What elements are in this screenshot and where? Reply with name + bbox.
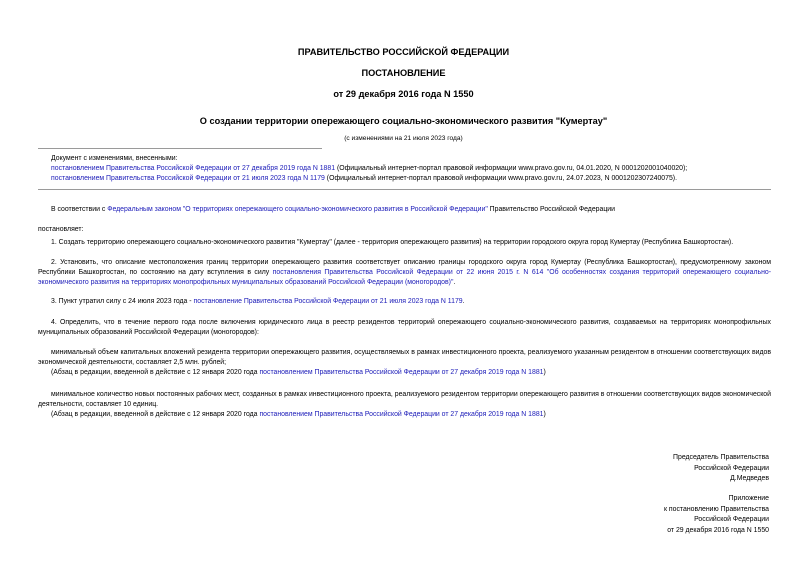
resolves-label: постановляет: [38, 226, 84, 233]
changes-link-1881[interactable]: постановлением Правительства Российской Федерации от 27 декабря 2019 года N 1881 [51, 165, 336, 172]
paragraph-1: 1. Создать территорию опережающего социально-экономического развития "Кумертау" (далее - территория опережающего развития) на территории городского округа город Кумертау (Республика Башкортостан). [51, 239, 734, 246]
edition-note-text: ) [543, 411, 546, 418]
signature-position: Председатель Правительства [673, 454, 769, 461]
document-type: ПОСТАНОВЛЕНИЕ [361, 68, 446, 78]
resolution-1179-link[interactable]: постановление Правительства Российской Федерации от 21 июля 2023 года N 1179 [193, 298, 463, 305]
paragraph-4b: минимальное количество новых постоянных рабочих мест, созданных в рамках инвестиционного проекта, реализуемого резидентом территории опережающего развития в отношении соответствующих видов экономической деятельности, составляет 10 единиц. [38, 391, 771, 408]
changes-item-text: (Официальный интернет-портал правовой информации www.pravo.gov.ru, 24.07.2023, N 0001202307240075). [324, 175, 677, 182]
appendix-line: от 29 декабря 2016 года N 1550 [667, 526, 769, 534]
appendix-line: к постановлению Правительства [663, 505, 769, 513]
paragraph-2-text: 2. Установить, что описание местоположения границ территории опережающего развития соответствует описанию границы городского округа город Кумертау (Республика Башкортостан), предусмотренному законом Республики Башкортостан, по состоянию на дату вступления в силу [38, 259, 771, 276]
appendix-line: Российской Федерации [694, 516, 769, 523]
changes-item [51, 164, 687, 174]
government-heading: ПРАВИТЕЛЬСТВО РОССИЙСКОЙ ФЕДЕРАЦИИ [297, 47, 510, 57]
document-date: от 29 декабря 2016 года N 1550 [333, 89, 474, 99]
legal-basis [51, 205, 615, 215]
appendix-label: Приложение [728, 495, 769, 502]
changes-item [51, 174, 677, 184]
changes-item-text: (Официальный интернет-портал правовой информации www.pravo.gov.ru, 04.01.2020, N 0001202001040020); [335, 165, 688, 172]
bottom-divider [38, 189, 771, 190]
edition-note-text: ) [543, 369, 546, 376]
resolution-1881-link[interactable]: постановлением Правительства Российской Федерации от 27 декабря 2019 года N 1881 [259, 411, 544, 418]
legal-basis-text: В соответствии с [51, 206, 108, 213]
amendment-note: (с изменениями на 21 июля 2023 года) [344, 135, 463, 142]
resolution-1881-link[interactable]: постановлением Правительства Российской Федерации от 27 декабря 2019 года N 1881 [259, 369, 544, 376]
signature-name: Д.Медведев [730, 475, 769, 482]
top-divider [38, 148, 322, 149]
appendix-block [664, 494, 769, 536]
changes-link-1179[interactable]: постановлением Правительства Российской Федерации от 21 июля 2023 года N 1179 [51, 175, 325, 182]
signature-block [673, 453, 769, 485]
paragraph-4a: минимальный объем капитальных вложений резидента территории опережающего развития, осуществляемых в рамках инвестиционного проекта, реализуемого указанным резидентом в отношении соответствующих видов экономической деятельности, составляет 2,5 млн. рублей; [38, 349, 771, 366]
legal-basis-text: Правительство Российской Федерации [487, 206, 615, 213]
paragraph-3 [51, 297, 465, 307]
federal-law-link[interactable]: Федеральным законом "О территориях опережающего социально-экономического развития в Российской Федерации" [107, 206, 488, 213]
paragraph-4: 4. Определить, что в течение первого года после включения юридического лица в реестр резидентов территорий опережающего социально-экономического развития, создаваемых на территориях монопрофильных муниципальных образований Российской Федерации (моногородов): [38, 319, 771, 336]
changes-intro: Документ с изменениями, внесенными: [51, 155, 178, 162]
signature-position: Российской Федерации [694, 464, 769, 472]
paragraph-2-text: . [453, 279, 456, 286]
paragraph-2 [38, 258, 771, 288]
edition-note [51, 368, 546, 378]
edition-note-text: (Абзац в редакции, введенной в действие с 12 января 2020 года [51, 369, 260, 376]
paragraph-3-text: 3. Пункт утратил силу с 24 июля 2023 года - [51, 298, 194, 305]
paragraph-3-text: . [462, 298, 465, 305]
edition-note [51, 410, 546, 420]
document-title: О создании территории опережающего социально-экономического развития "Кумертау" [199, 116, 608, 126]
resolution-614-link[interactable]: постановления Правительства Российской Федерации от 22 июня 2015 г. N 614 "Об особенностях создания территорий опережающего социально-экономического развития на территориях монопрофильных муниципальных образований Российской Федерации (моногородов)" [38, 269, 772, 286]
edition-note-text: (Абзац в редакции, введенной в действие с 12 января 2020 года [51, 411, 260, 418]
